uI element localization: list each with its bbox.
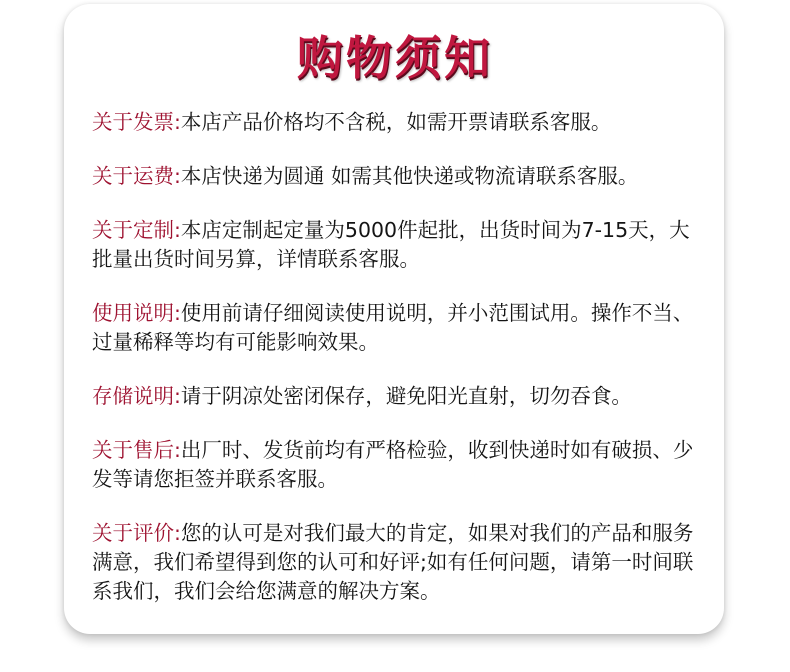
notice-label: 存储说明:	[92, 384, 181, 408]
notice-text: 本店快递为圆通 如需其他快递或物流请联系客服。	[180, 164, 639, 188]
page-title: 购物须知	[297, 31, 493, 85]
notice-text: 请于阴凉处密闭保存，避免阳光直射，切勿吞食。	[180, 384, 632, 408]
notice-review	[92, 519, 702, 606]
notice-shipping	[92, 162, 702, 191]
notice-storage	[92, 382, 702, 411]
notice-text: 本店产品价格均不含税，如需开票请联系客服。	[180, 110, 612, 134]
notice-after-sales	[92, 436, 702, 494]
notice-text: 出厂时、发货前均有严格检验，收到快递时如有破损、少发等请您拒签并联系客服。	[92, 438, 694, 491]
notice-list	[92, 108, 702, 631]
notice-label: 关于评价:	[92, 521, 181, 545]
notice-label: 关于运费:	[92, 164, 181, 188]
notice-label: 关于定制:	[92, 218, 181, 242]
notice-label: 使用说明:	[92, 301, 181, 325]
notice-text: 您的认可是对我们最大的肯定，如果对我们的产品和服务满意，我们希望得到您的认可和好评;如有任何问题，请第一时间联系我们，我们会给您满意的解决方案。	[92, 521, 694, 603]
notice-usage	[92, 299, 702, 357]
notice-customization	[92, 216, 702, 274]
notice-label: 关于发票:	[92, 110, 181, 134]
notice-invoice	[92, 108, 702, 137]
notice-text: 使用前请仔细阅读使用说明，并小范围试用。操作不当、过量稀释等均有可能影响效果。	[92, 301, 694, 354]
notice-label: 关于售后:	[92, 438, 181, 462]
notice-text: 本店定制起定量为5000件起批，出货时间为7-15天，大批量出货时间另算，详情联系客服。	[92, 218, 690, 271]
